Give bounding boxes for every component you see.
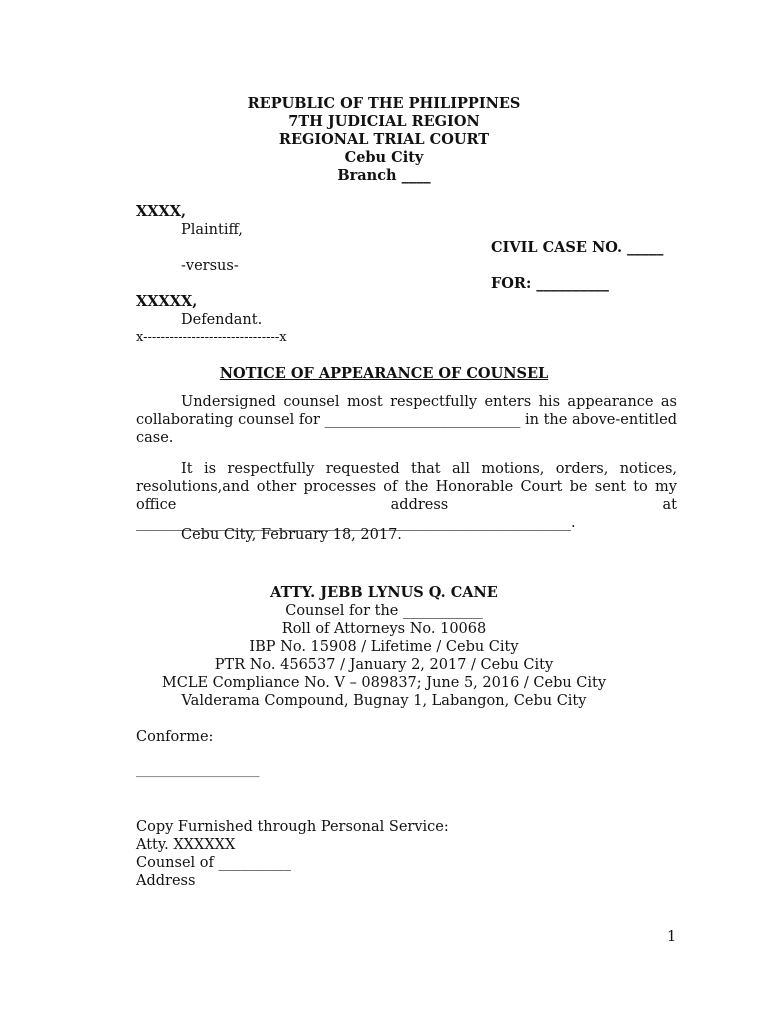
signatory-name: ATTY. JEBB LYNUS Q. CANE xyxy=(270,584,498,601)
defendant-label: Defendant. xyxy=(181,312,263,328)
plaintiff-name: XXXX, xyxy=(136,203,187,220)
signatory-counsel-for: Counsel for the ___________ xyxy=(285,603,483,619)
conforme-label: Conforme: xyxy=(136,729,214,745)
signatory-address: Valderama Compound, Bugnay 1, Labangon, Cebu City xyxy=(181,693,587,709)
caption-region: 7TH JUDICIAL REGION xyxy=(288,113,480,130)
document-title: NOTICE OF APPEARANCE OF COUNSEL xyxy=(219,365,549,382)
caption-court: REGIONAL TRIAL COURT xyxy=(278,131,490,148)
versus-label: -versus- xyxy=(181,258,239,274)
body-paragraph-2 xyxy=(136,460,677,532)
copy-furnished-heading: Copy Furnished through Personal Service: xyxy=(136,819,449,835)
case-for: FOR: __________ xyxy=(491,275,609,292)
copy-furnished-address: Address xyxy=(136,873,196,889)
date-line: Cebu City, February 18, 2017. xyxy=(181,527,402,543)
plaintiff-label: Plaintiff, xyxy=(181,222,243,238)
signatory-roll-number: Roll of Attorneys No. 10068 xyxy=(281,621,487,637)
copy-furnished-counsel: Counsel of __________ xyxy=(136,855,291,871)
signatory-ibp-number: IBP No. 15908 / Lifetime / Cebu City xyxy=(249,639,519,655)
caption-separator: x-------------------------------x xyxy=(136,330,287,345)
copy-furnished-attorney: Atty. XXXXXX xyxy=(136,837,236,853)
conforme-signature-blank: ___________________ xyxy=(136,763,260,778)
body-paragraph-2-text: It is respectfully requested that all motions, orders, notices, resolutions,and other processes of the Honorable Court be sent to my office address at ____________________________________________________________. xyxy=(136,461,677,531)
civil-case-number: CIVIL CASE NO. _____ xyxy=(491,239,664,256)
caption-branch: Branch ____ xyxy=(337,167,431,184)
signatory-ptr-number: PTR No. 456537 / January 2, 2017 / Cebu City xyxy=(214,657,554,673)
page-number: 1 xyxy=(667,929,677,945)
defendant-name: XXXXX, xyxy=(136,293,198,310)
signatory-mcle-compliance: MCLE Compliance No. V – 089837; June 5, 2016 / Cebu City xyxy=(161,675,607,691)
body-paragraph-1-text: Undersigned counsel most respectfully enters his appearance as collaborating counsel for ___________________________ in the above-entitled case. xyxy=(136,394,677,446)
body-paragraph-1 xyxy=(136,393,677,447)
caption-city: Cebu City xyxy=(344,149,424,166)
caption-republic: REPUBLIC OF THE PHILIPPINES xyxy=(247,95,521,112)
